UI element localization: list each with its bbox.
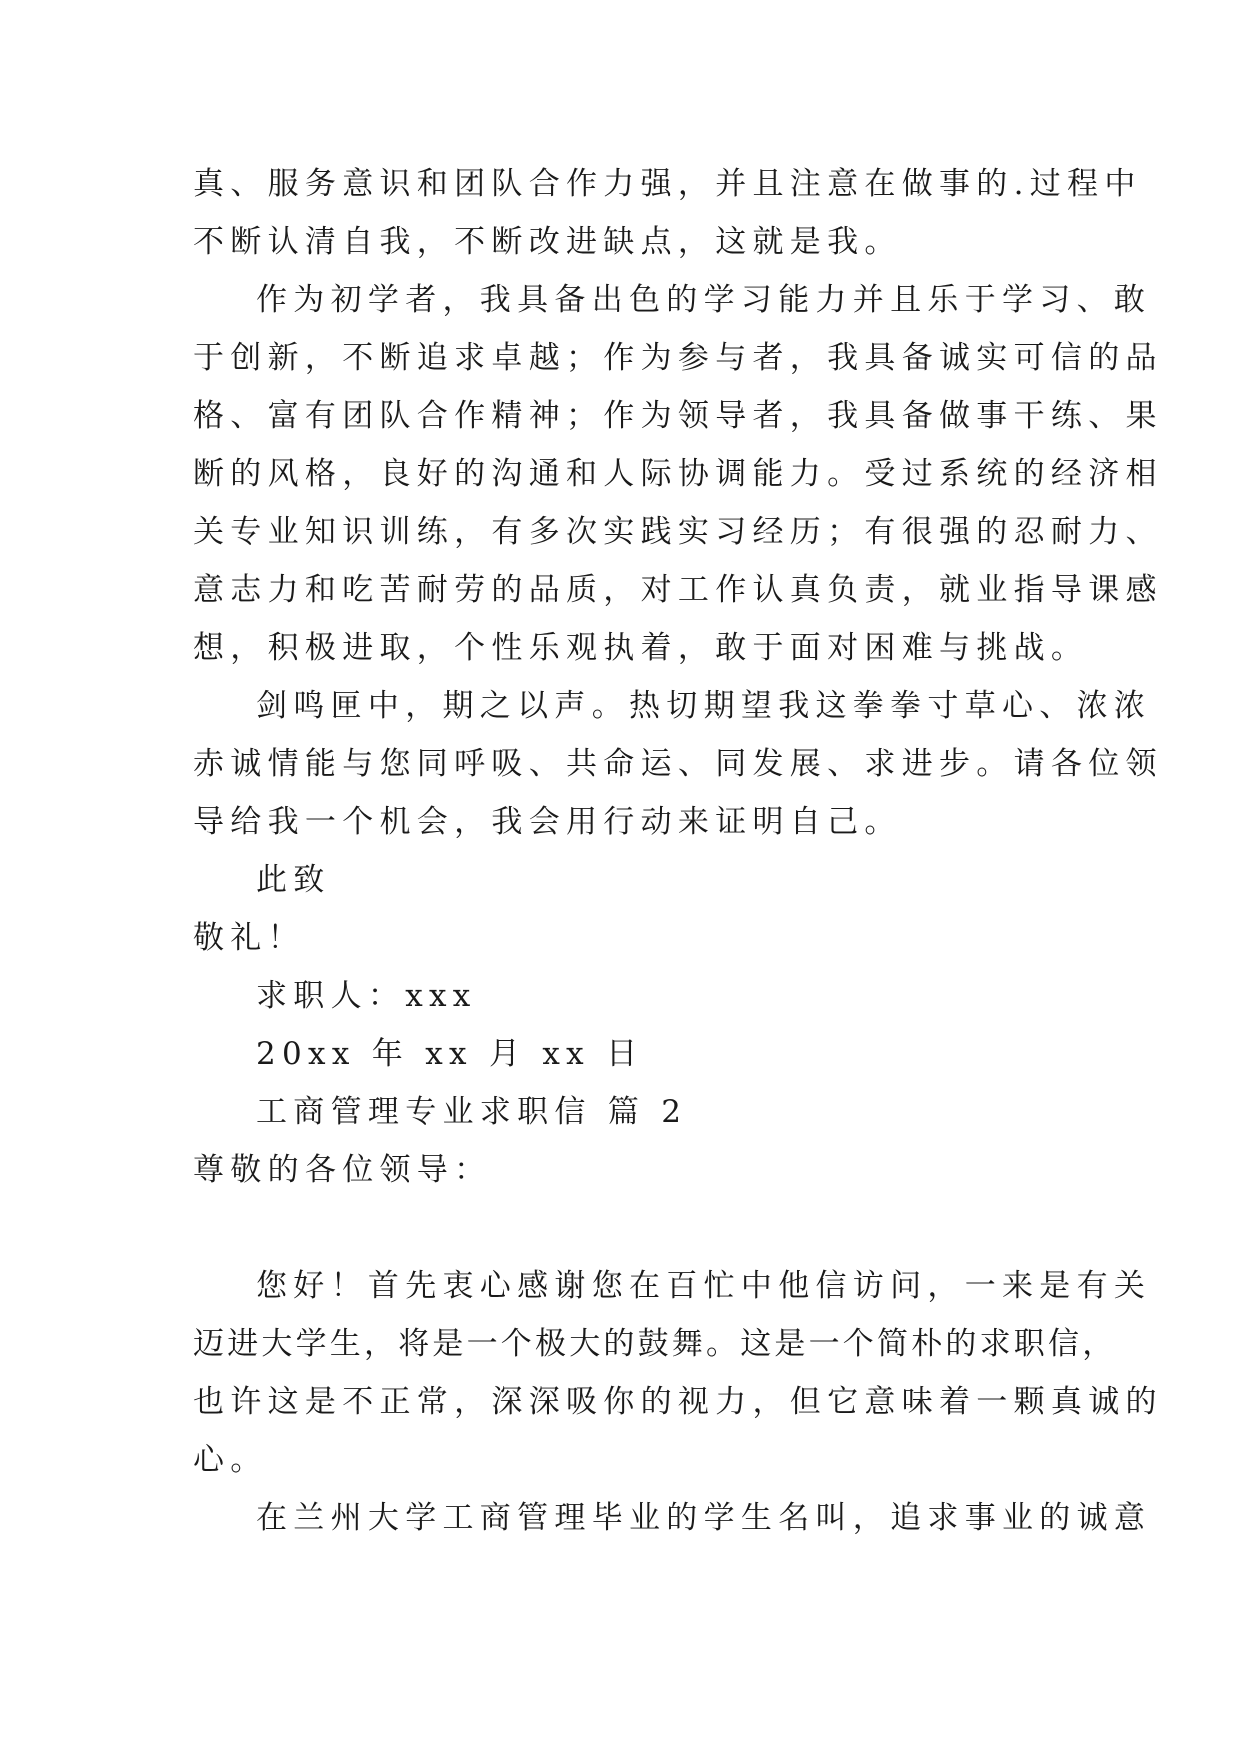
body-text-line: 赤诚情能与您同呼吸、共命运、同发展、求进步。请各位领 [193,746,1163,782]
paragraph-start-line: 您好！首先衷心感谢您在百忙中他信访问，一来是有关 [256,1268,1152,1304]
body-text-line: 于创新，不断追求卓越；作为参与者，我具备诚实可信的品 [193,340,1163,376]
body-text-line: 断的风格，良好的沟通和人际协调能力。受过系统的经济相 [193,456,1163,492]
section-title: 工商管理专业求职信 篇 2 [256,1094,688,1130]
body-text-line: 关专业知识训练，有多次实践实习经历；有很强的忍耐力、 [193,514,1163,550]
body-text-line: 心。 [193,1442,268,1478]
paragraph-start-line: 在兰州大学工商管理毕业的学生名叫，追求事业的诚意 [256,1500,1152,1536]
salutation-regards: 敬礼！ [193,920,305,956]
body-text-line: 也许这是不正常，深深吸你的视力，但它意味着一颗真诚的 [193,1384,1163,1420]
body-text-line: 真、服务意识和团队合作力强，并且注意在做事的.过程中 [193,166,1142,202]
body-text-line: 想，积极进取，个性乐观执着，敢于面对困难与挑战。 [193,630,1089,666]
letter-greeting: 尊敬的各位领导： [193,1152,492,1188]
closing-line: 此致 [256,862,331,898]
body-text-line: 意志力和吃苦耐劳的品质，对工作认真负责，就业指导课感 [193,572,1163,608]
body-text-line: 不断认清自我，不断改进缺点，这就是我。 [193,224,902,260]
body-text-line: 导给我一个机会，我会用行动来证明自己。 [193,804,902,840]
signature-name: 求职人：xxx [256,978,477,1014]
body-text-line: 格、富有团队合作精神；作为领导者，我具备做事干练、果 [193,398,1163,434]
paragraph-start-line: 作为初学者，我具备出色的学习能力并且乐于学习、敢 [256,282,1152,318]
paragraph-start-line: 剑鸣匣中，期之以声。热切期望我这拳拳寸草心、浓浓 [256,688,1152,724]
signature-date: 20xx 年 xx 月 xx 日 [256,1036,644,1072]
body-text-line: 迈进大学生，将是一个极大的鼓舞。这是一个简朴的求职信， [193,1326,1117,1362]
